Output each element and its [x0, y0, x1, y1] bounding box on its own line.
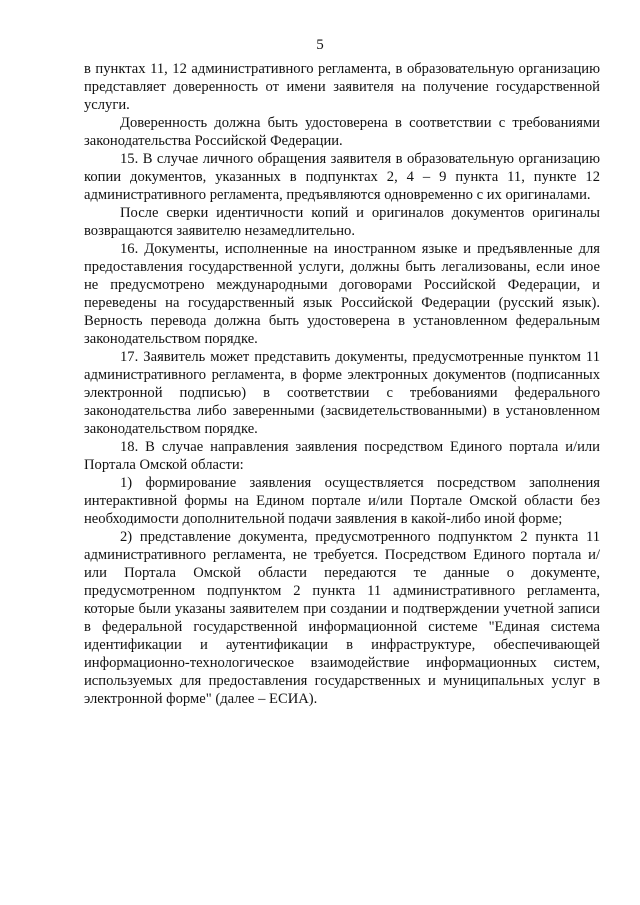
paragraph-18: 18. В случае направления заявления посредством Единого портала и/или Портала Омской области: — [84, 439, 600, 473]
paragraph-18-item-2: 2) представление документа, предусмотренного подпунктом 2 пункта 11 административного регламента, не требуется. Посредством Единого портала и/или Портала Омской области передаются те данные о документе, предусмотренном подпунктом 2 пункта 11 административного регламента, которые были указаны заявителем при создании и подтверждении учетной записи в федеральной государственной информационной системе "Единая система идентификации и аутентификации в инфраструктуре, обеспечивающей информационно-технологическое взаимодействие информационных систем, используемых для предоставления государственных и муниципальных услуг в электронной форме" (далее – ЕСИА). — [84, 529, 600, 707]
document-body — [84, 60, 600, 708]
paragraph-17: 17. Заявитель может представить документы, предусмотренные пунктом 11 административного регламента, в форме электронных документов (подписанных электронной подписью) в соответствии с требованиями федерального законодательства либо заверенными (засвидетельствованными) в установленном законодательством порядке. — [84, 349, 600, 437]
page-number: 5 — [316, 37, 324, 53]
paragraph-power-of-attorney: Доверенность должна быть удостоверена в соответствии с требованиями законодательства Российской Федерации. — [84, 115, 600, 149]
paragraph-continuation: в пунктах 11, 12 административного регламента, в образовательную организацию представляет доверенность от имени заявителя на получение государственной услуги. — [84, 61, 600, 113]
paragraph-originals-return: После сверки идентичности копий и оригиналов документов оригиналы возвращаются заявителю незамедлительно. — [84, 205, 600, 239]
paragraph-15: 15. В случае личного обращения заявителя в образовательную организацию копии документов, указанных в подпунктах 2, 4 – 9 пункта 11, пункте 12 административного регламента, предъявляются одновременно с их оригиналами. — [84, 151, 600, 203]
paragraph-18-item-1: 1) формирование заявления осуществляется посредством заполнения интерактивной формы на Едином портале и/или Портале Омской области без необходимости дополнительной подачи заявления в какой-либо иной форме; — [84, 475, 600, 527]
paragraph-16: 16. Документы, исполненные на иностранном языке и предъявленные для предоставления государственной услуги, должны быть легализованы, если иное не предусмотрено международными договорами Российской Федерации, и переведены на государственный язык Российской Федерации (русский язык). Верность перевода должна быть удостоверена в установленном федеральным законодательством порядке. — [84, 241, 600, 347]
